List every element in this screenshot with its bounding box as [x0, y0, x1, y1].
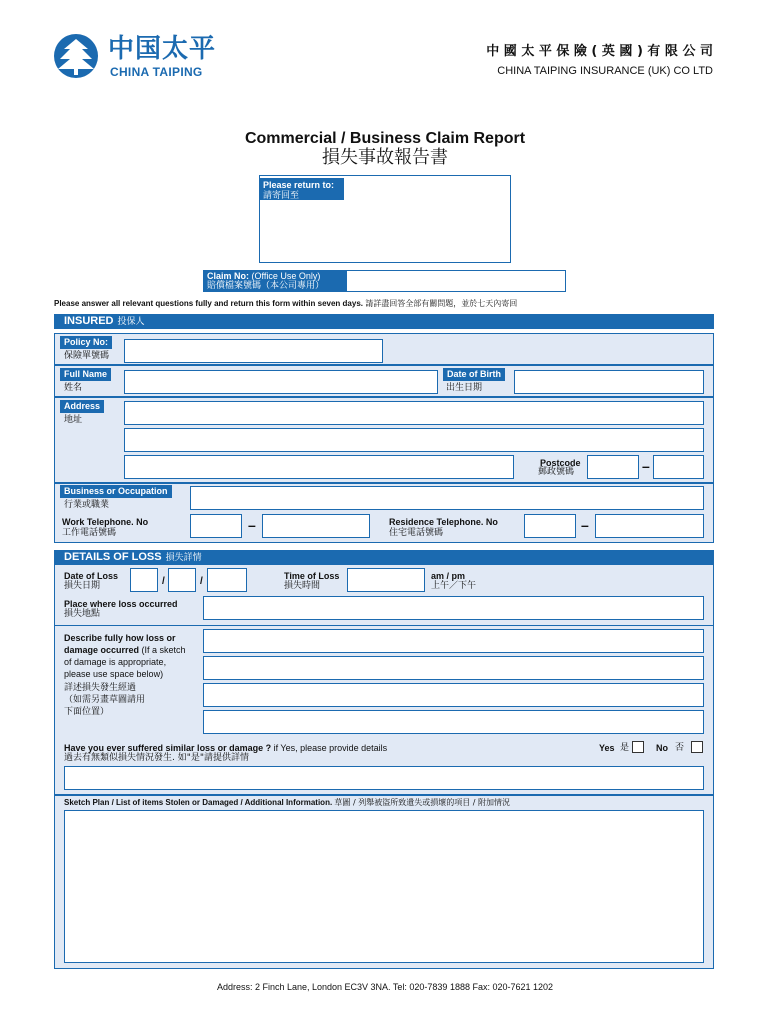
describe-en-line-1: Describe fully how loss or [64, 633, 176, 643]
res-tel-number-field[interactable] [595, 514, 704, 538]
describe-en-line-2: (If a sketch [139, 645, 186, 655]
work-tel-label: Work Telephone. No [62, 517, 149, 527]
time-of-loss-label-cn: 損失時間 [284, 581, 321, 591]
logo-english-text: CHINA TAIPING [110, 65, 203, 79]
insured-section-header [54, 314, 714, 329]
work-tel-label-cn: 工作電話號碼 [62, 528, 117, 538]
yes-checkbox[interactable] [632, 741, 644, 753]
insured-header-en: INSURED [64, 315, 114, 327]
postcode-field-1[interactable] [587, 455, 639, 479]
describe-field-line-4[interactable] [203, 710, 704, 734]
no-checkbox[interactable] [691, 741, 703, 753]
details-section-header [54, 550, 714, 565]
return-to-label-cn: 請寄回至 [263, 191, 300, 201]
instruction-en: Please answer all relevant questions fully and return this form within seven days. [54, 299, 363, 308]
address-label-cn: 地址 [64, 415, 83, 425]
work-tel-dash: – [248, 517, 256, 533]
instruction-text [54, 298, 517, 309]
describe-en-line-4: please use space below) [64, 669, 164, 679]
instruction-cn: 請詳盡回答全部有關問題，並於七天內寄回 [365, 299, 518, 308]
sketch-label-en: Sketch Plan / List of items Stolen or Damaged / Additional Information. [64, 798, 333, 807]
claim-no-note: (Office Use Only) [251, 271, 321, 281]
date-of-loss-label-cn: 損失日期 [64, 581, 101, 591]
work-tel-number-field[interactable] [262, 514, 370, 538]
business-label: Business or Occupation [60, 485, 172, 498]
postcode-dash: – [642, 458, 650, 474]
sketch-label-cn: 草圖 / 列舉被盜所致遺失或損壞的項目 / 附加情況 [334, 798, 510, 807]
form-title: Commercial / Business Claim Report [244, 130, 526, 147]
date-slash-2: / [200, 576, 203, 587]
footer-address: Address: 2 Finch Lane, London EC3V 3NA. Tel: 020-7839 1888 Fax: 020-7621 1202 [216, 982, 554, 992]
sketch-area-field[interactable] [64, 810, 704, 963]
date-month-field[interactable] [168, 568, 196, 592]
date-of-birth-label: Date of Birth [443, 368, 505, 381]
full-name-field[interactable] [124, 370, 438, 394]
address-line-3-field[interactable] [124, 455, 514, 479]
describe-cn-line-1: 詳述損失發生經過 [64, 683, 137, 693]
company-name-chinese: 中 國 太 平 保 險 ( 英 國 ) 有 限 公 司 [486, 44, 713, 59]
similar-loss-question-cn: 過去有無類似損失情況發生. 如"是"請提供詳情 [64, 753, 250, 763]
china-taiping-logo-icon [50, 33, 102, 79]
details-header-en: DETAILS OF LOSS [64, 551, 162, 563]
date-of-birth-label-cn: 出生日期 [446, 383, 483, 393]
form-title-chinese: 損失事故報告書 [322, 147, 448, 168]
date-slash-1: / [162, 576, 165, 587]
describe-en-line-3: of damage is appropriate, [64, 657, 167, 667]
res-tel-area-field[interactable] [524, 514, 576, 538]
return-to-label-en: Please return to: [263, 180, 335, 190]
claim-no-label-en: Claim No: [207, 271, 250, 281]
policy-no-label: Policy No: [60, 336, 112, 349]
describe-en-line-2-bold: damage occurred [64, 645, 140, 655]
postcode-label: Postcode [540, 458, 581, 468]
logo-chinese-text: 中国太平 [108, 34, 217, 64]
place-of-loss-label: Place where loss occurred [64, 599, 178, 609]
describe-cn-line-3: 下面位置） [64, 707, 110, 717]
business-label-cn: 行業或職業 [64, 500, 110, 510]
am-pm-label-cn: 上午／下午 [431, 581, 477, 591]
details-divider [54, 625, 714, 626]
business-field[interactable] [190, 486, 704, 510]
describe-field-line-3[interactable] [203, 683, 704, 707]
policy-no-field[interactable] [124, 339, 383, 363]
claim-no-label-cn: 賠償檔案號碼（本公司專用） [207, 281, 325, 291]
claim-no-label [203, 270, 346, 292]
am-pm-label: am / pm [431, 571, 466, 581]
postcode-field-2[interactable] [653, 455, 704, 479]
time-of-loss-field[interactable] [347, 568, 425, 592]
describe-label [64, 632, 204, 718]
similar-loss-en-bold: Have you ever suffered similar loss or damage ? [64, 743, 272, 753]
place-of-loss-label-cn: 損失地點 [64, 609, 101, 619]
describe-cn-line-2: （如需另畫草圖請用 [64, 695, 146, 705]
no-label: No [656, 743, 668, 753]
company-name-english: CHINA TAIPING INSURANCE (UK) CO LTD [497, 65, 713, 77]
describe-field-line-1[interactable] [203, 629, 704, 653]
time-of-loss-label: Time of Loss [284, 571, 340, 581]
full-name-label-cn: 姓名 [64, 383, 83, 393]
postcode-label-cn: 郵政號碼 [538, 467, 575, 477]
sketch-label [64, 797, 510, 808]
res-tel-dash: – [581, 517, 589, 533]
work-tel-area-field[interactable] [190, 514, 242, 538]
yes-label-cn: 是 [620, 743, 630, 753]
similar-loss-en: if Yes, please provide details [271, 743, 388, 753]
describe-field-line-2[interactable] [203, 656, 704, 680]
return-to-label [259, 178, 344, 200]
place-of-loss-field[interactable] [203, 596, 704, 620]
address-label: Address [60, 400, 104, 413]
res-tel-label-cn: 住宅電話號碼 [389, 528, 444, 538]
claim-no-field[interactable] [346, 270, 566, 292]
date-of-birth-field[interactable] [514, 370, 704, 394]
full-name-label: Full Name [60, 368, 111, 381]
no-label-cn: 否 [675, 743, 685, 753]
date-year-field[interactable] [207, 568, 247, 592]
similar-loss-details-field[interactable] [64, 766, 704, 790]
policy-no-label-cn: 保險單號碼 [64, 351, 110, 361]
date-day-field[interactable] [130, 568, 158, 592]
address-line-1-field[interactable] [124, 401, 704, 425]
yes-label: Yes [599, 743, 615, 753]
insured-header-cn: 投保人 [117, 317, 145, 327]
details-header-cn: 損失詳情 [165, 553, 202, 563]
address-line-2-field[interactable] [124, 428, 704, 452]
res-tel-label: Residence Telephone. No [389, 517, 498, 527]
date-of-loss-label: Date of Loss [64, 571, 119, 581]
